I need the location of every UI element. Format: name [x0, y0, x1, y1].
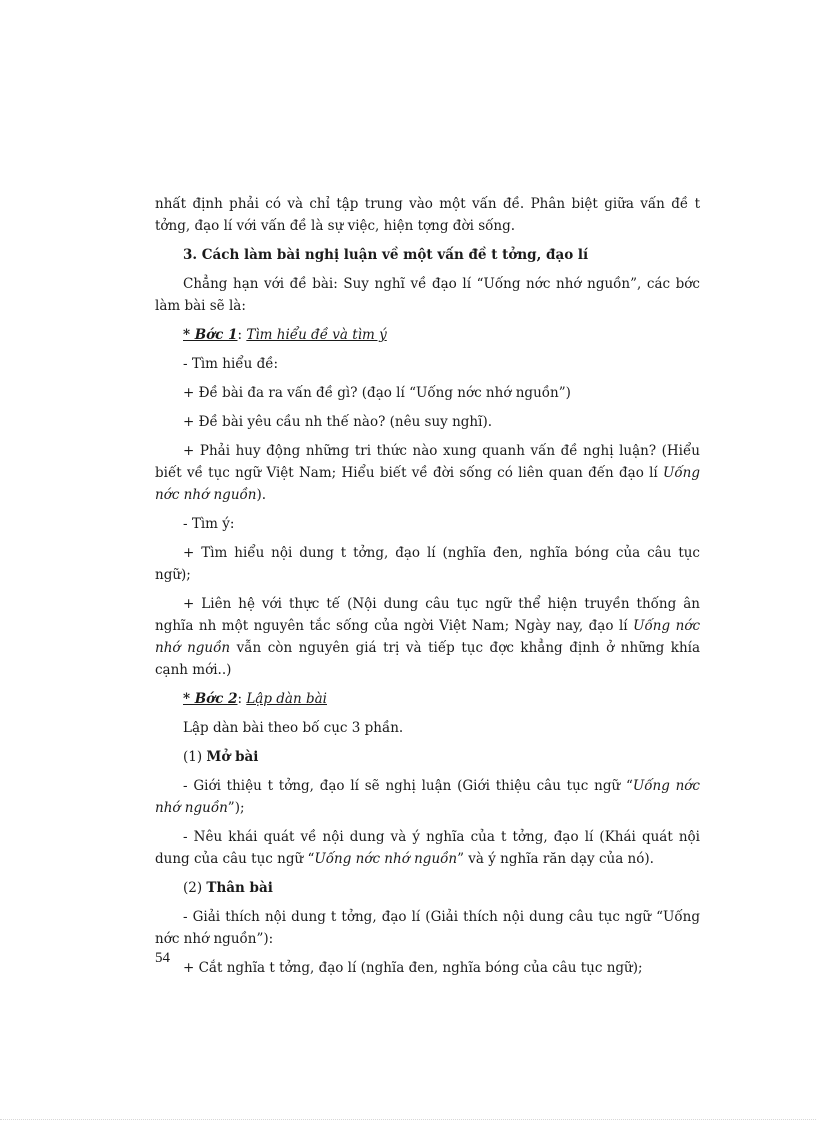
- list-item: + Đề bài đa ra vấn đề gì? (đạo lí “Uống nớc nhớ nguồn”): [183, 385, 571, 401]
- list-item: - Tìm hiểu đề:: [183, 356, 279, 372]
- list-item: - Tìm ý:: [183, 516, 235, 532]
- step-1-heading: * Bớc 1: Tìm hiểu đề và tìm ý: [183, 327, 387, 343]
- subheading-mo-bai: (1) Mở bài: [183, 749, 259, 765]
- paragraph-continuation: nhất định phải có và chỉ tập trung vào một vấn đề. Phân biệt giữa vấn đề t tởng, đạo lí với vấn đề là sự việc, hiện tợng đời sống.: [155, 196, 700, 234]
- example-intro: Chẳng hạn với đề bài: Suy nghĩ về đạo lí “Uống nớc nhớ nguồn”, các bớc làm bài sẽ là:: [155, 276, 700, 314]
- page-number: 54: [155, 950, 170, 966]
- list-item: + Liên hệ với thực tế (Nội dung câu tục ngữ thể hiện truyền thống ân nghĩa nh một nguyên tắc sống của ngời Việt Nam; Ngày nay, đạo lí Uống nớc nhớ nguồn vẫn còn nguyên giá trị và tiếp tục đợc khẳng định ở những khía cạnh mới..): [155, 596, 701, 678]
- list-item: - Giải thích nội dung t tởng, đạo lí (Giải thích nội dung câu tục ngữ “Uống nớc nhớ nguồn”):: [155, 909, 700, 947]
- list-item: - Nêu khái quát về nội dung và ý nghĩa của t tởng, đạo lí (Khái quát nội dung của câu tục ngữ “Uống nớc nhớ nguồn” và ý nghĩa răn dạy của nó).: [155, 829, 700, 867]
- step-2-heading: * Bớc 2: Lập dàn bài: [183, 691, 327, 707]
- list-item: + Cắt nghĩa t tởng, đạo lí (nghĩa đen, nghĩa bóng của câu tục ngữ);: [183, 960, 643, 976]
- list-item: - Giới thiệu t tởng, đạo lí sẽ nghị luận (Giới thiệu câu tục ngữ “Uống nớc nhớ nguồn”);: [155, 778, 700, 816]
- page-divider: [0, 1119, 816, 1120]
- body-text: [155, 193, 700, 986]
- list-item: Lập dàn bài theo bố cục 3 phần.: [183, 720, 404, 736]
- list-item: + Tìm hiểu nội dung t tởng, đạo lí (nghĩa đen, nghĩa bóng của câu tục ngữ);: [155, 545, 700, 583]
- list-item: + Đề bài yêu cầu nh thế nào? (nêu suy nghĩ).: [183, 414, 492, 430]
- section-heading: 3. Cách làm bài nghị luận về một vấn đề t tởng, đạo lí: [183, 247, 589, 263]
- list-item: + Phải huy động những tri thức nào xung quanh vấn đề nghị luận? (Hiểu biết về tục ngữ Việt Nam; Hiểu biết về đời sống có liên quan đến đạo lí Uống nớc nhớ nguồn).: [155, 443, 700, 503]
- subheading-than-bai: (2) Thân bài: [183, 880, 273, 896]
